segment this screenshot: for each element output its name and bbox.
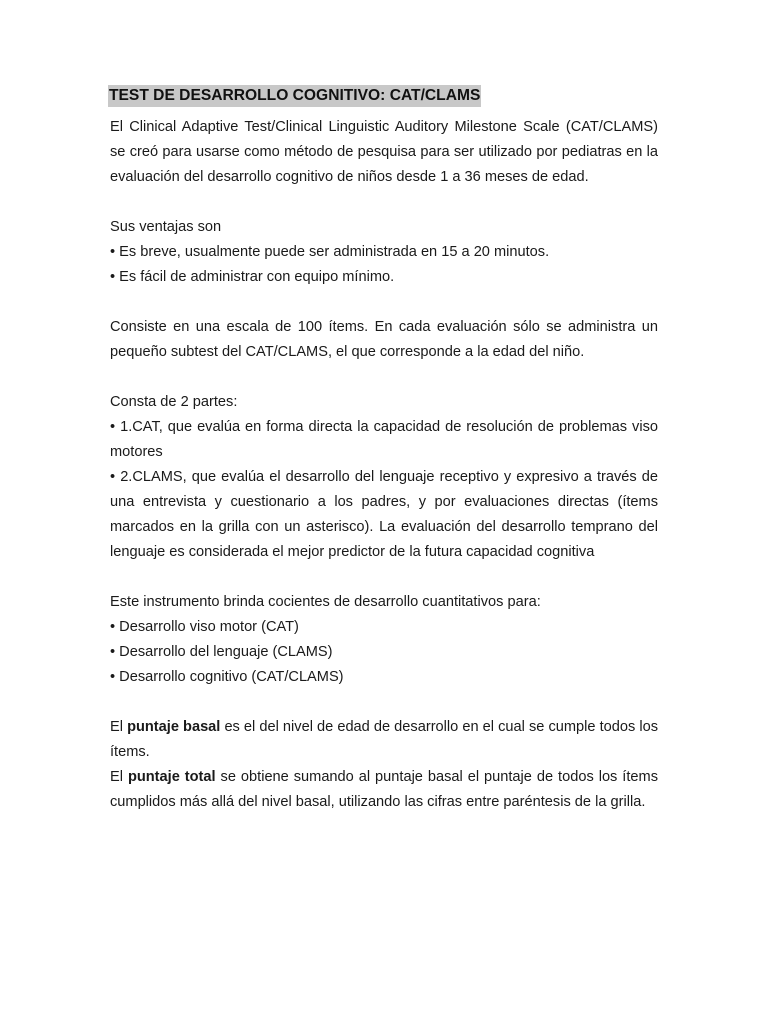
intro-paragraph: El Clinical Adaptive Test/Clinical Linguistic Auditory Milestone Scale (CAT/CLAMS) se creó para usarse como método de pesquisa para ser utilizado por pediatras en la evaluación del desarrollo cognitivo de niños desde 1 a 36 meses de edad. — [110, 119, 658, 185]
document-title: TEST DE DESARROLLO COGNITIVO: CAT/CLAMS — [108, 85, 481, 107]
spacer — [110, 190, 658, 215]
basal-term: puntaje basal — [127, 719, 221, 735]
spacer — [110, 290, 658, 315]
basal-definition: es el del nivel de edad de desarrollo en el cual se cumple todos los ítems. — [110, 719, 659, 760]
spacer — [110, 365, 658, 390]
quotient-item: • Desarrollo cognitivo (CAT/CLAMS) — [110, 665, 658, 690]
advantage-item: • Es fácil de administrar con equipo mínimo. — [110, 265, 658, 290]
total-score-paragraph — [110, 765, 658, 815]
quotients-heading: Este instrumento brinda cocientes de desarrollo cuantitativos para: — [110, 594, 541, 610]
basal-prefix: El — [110, 719, 128, 735]
document-page — [110, 84, 658, 815]
part-item: • 1.CAT, que evalúa en forma directa la capacidad de resolución de problemas viso motores — [110, 415, 658, 465]
advantage-item: • Es breve, usualmente puede ser administrada en 15 a 20 minutos. — [110, 240, 658, 265]
basal-score-paragraph — [110, 715, 658, 765]
total-term: puntaje total — [127, 769, 216, 785]
parts-heading: Consta de 2 partes: — [110, 394, 238, 410]
scale-paragraph: Consiste en una escala de 100 ítems. En cada evaluación sólo se administra un pequeño subtest del CAT/CLAMS, el que corresponde a la edad del niño. — [110, 319, 658, 360]
spacer — [110, 690, 658, 715]
spacer — [110, 565, 658, 590]
total-prefix: El — [110, 769, 128, 785]
part-item: • 2.CLAMS, que evalúa el desarrollo del lenguaje receptivo y expresivo a través de una entrevista y cuestionario a los padres, y por evaluaciones directas (ítems marcados en la grilla con un asterisco). La evaluación del desarrollo temprano del lenguaje es considerada el mejor predictor de la futura capacidad cognitiva — [110, 465, 658, 565]
total-definition: se obtiene sumando al puntaje basal el puntaje de todos los ítems cumplidos más allá del nivel basal, utilizando las cifras entre paréntesis de la grilla. — [110, 769, 658, 810]
quotient-item: • Desarrollo del lenguaje (CLAMS) — [110, 640, 658, 665]
advantages-heading: Sus ventajas son — [110, 219, 222, 235]
quotient-item: • Desarrollo viso motor (CAT) — [110, 615, 658, 640]
